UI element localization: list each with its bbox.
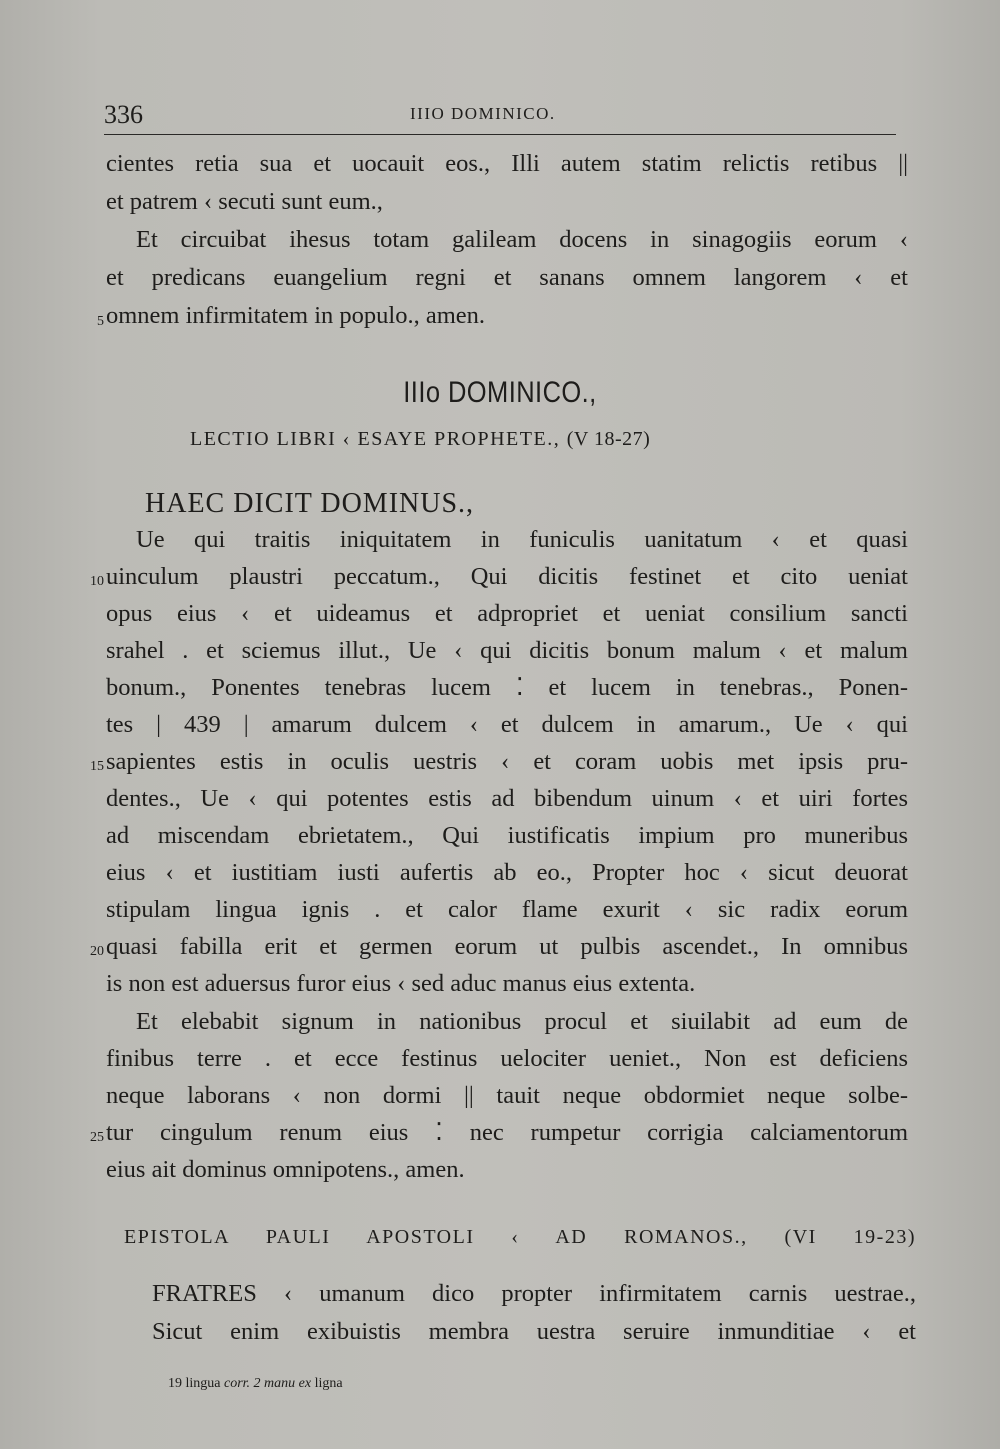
text-line: eius ‹ et iustitiam iusti aufertis ab eo., Propter hoc ‹ sicut deuorat [106, 859, 908, 886]
text-line: sapientes estis in oculis uestris ‹ et coram uobis met ipsis pru- [106, 748, 908, 775]
epistola-reference: (VI 19-23) [784, 1226, 917, 1248]
page-number: 336 [104, 100, 143, 129]
text-line: tur cingulum renum eius ⁚ nec rumpetur corrigia calciamentorum [106, 1119, 908, 1146]
text-line: Sicut enim exibuistis membra uestra seruire inmunditiae ‹ et [152, 1318, 916, 1345]
lectio-reference: (V 18-27) [566, 428, 651, 450]
header-rule [104, 134, 896, 135]
text-line: Et circuibat ihesus totam galileam docens in sinagogiis eorum ‹ [136, 226, 908, 253]
text-line: bonum., Ponentes tenebras lucem ⁚ et lucem in tenebras., Ponen- [106, 674, 908, 701]
line-number: 25 [90, 1130, 104, 1145]
text-line: et patrem ‹ secuti sunt eum., [106, 188, 383, 215]
text-line: tes | 439 | amarum dulcem ‹ et dulcem in amarum., Ue ‹ qui [106, 711, 908, 738]
text-line: ad miscendam ebrietatem., Qui iustificatis impium pro muneribus [106, 822, 908, 849]
text-line: opus eius ‹ et uideamus et adpropriet et ueniat consilium sancti [106, 600, 908, 627]
footnote-suffix: ligna [314, 1376, 343, 1391]
text-line: Ue qui traitis iniquitatem in funiculis uanitatum ‹ et quasi [136, 526, 908, 553]
line-number: 5 [97, 314, 104, 329]
text-line: stipulam lingua ignis . et calor flame exurit ‹ sic radix eorum [106, 896, 908, 923]
text-line: quasi fabilla erit et germen eorum ut pulbis ascendet., In omnibus [106, 933, 908, 960]
lectio-heading [190, 424, 830, 454]
epistola-heading-text: EPISTOLA PAULI APOSTOLI ‹ AD ROMANOS., [124, 1226, 748, 1248]
text-line: neque laborans ‹ non dormi || tauit neque obdormiet neque solbe- [106, 1082, 908, 1109]
opening-line: HAEC DICIT DOMINUS., [145, 488, 475, 519]
text-line: Et elebabit signum in nationibus procul et siuilabit ad eum de [136, 1008, 908, 1035]
text-line: finibus terre . et ecce festinus uelociter ueniet., Non est deficiens [106, 1045, 908, 1072]
page-header [104, 100, 896, 134]
text-line: omnem infirmitatem in populo., amen. [106, 302, 485, 329]
line-number: 20 [90, 944, 104, 959]
section-title: IIIo DOMINICO., [403, 376, 597, 409]
text-line: srahel . et sciemus illut., Ue ‹ qui dicitis bonum malum ‹ et malum [106, 637, 908, 664]
line-number: 15 [90, 759, 104, 774]
footnote-italic: corr. 2 manu ex [224, 1376, 312, 1391]
footnote [168, 1376, 343, 1392]
text-line: cientes retia sua et uocauit eos., Illi autem statim relictis retibus || [106, 150, 908, 177]
text-line: eius ait dominus omnipotens., amen. [106, 1156, 465, 1183]
epistola-heading [124, 1222, 916, 1252]
lectio-heading-text: LECTIO LIBRI ‹ ESAYE PROPHETE., [190, 428, 561, 450]
text-line: dentes., Ue ‹ qui potentes estis ad bibendum uinum ‹ et uiri fortes [106, 785, 908, 812]
line-number: 10 [90, 574, 104, 589]
running-head: IIIO DOMINICO. [410, 104, 556, 123]
text-line: uinculum plaustri peccatum., Qui dicitis festinet et cito ueniat [106, 563, 908, 590]
text-line: et predicans euangelium regni et sanans omnem langorem ‹ et [106, 264, 908, 291]
footnote-prefix: 19 lingua [168, 1376, 221, 1391]
text-line: is non est aduersus furor eius ‹ sed aduc manus eius extenta. [106, 970, 696, 997]
text-line: FRATRES ‹ umanum dico propter infirmitatem carnis uestrae., [152, 1280, 916, 1307]
